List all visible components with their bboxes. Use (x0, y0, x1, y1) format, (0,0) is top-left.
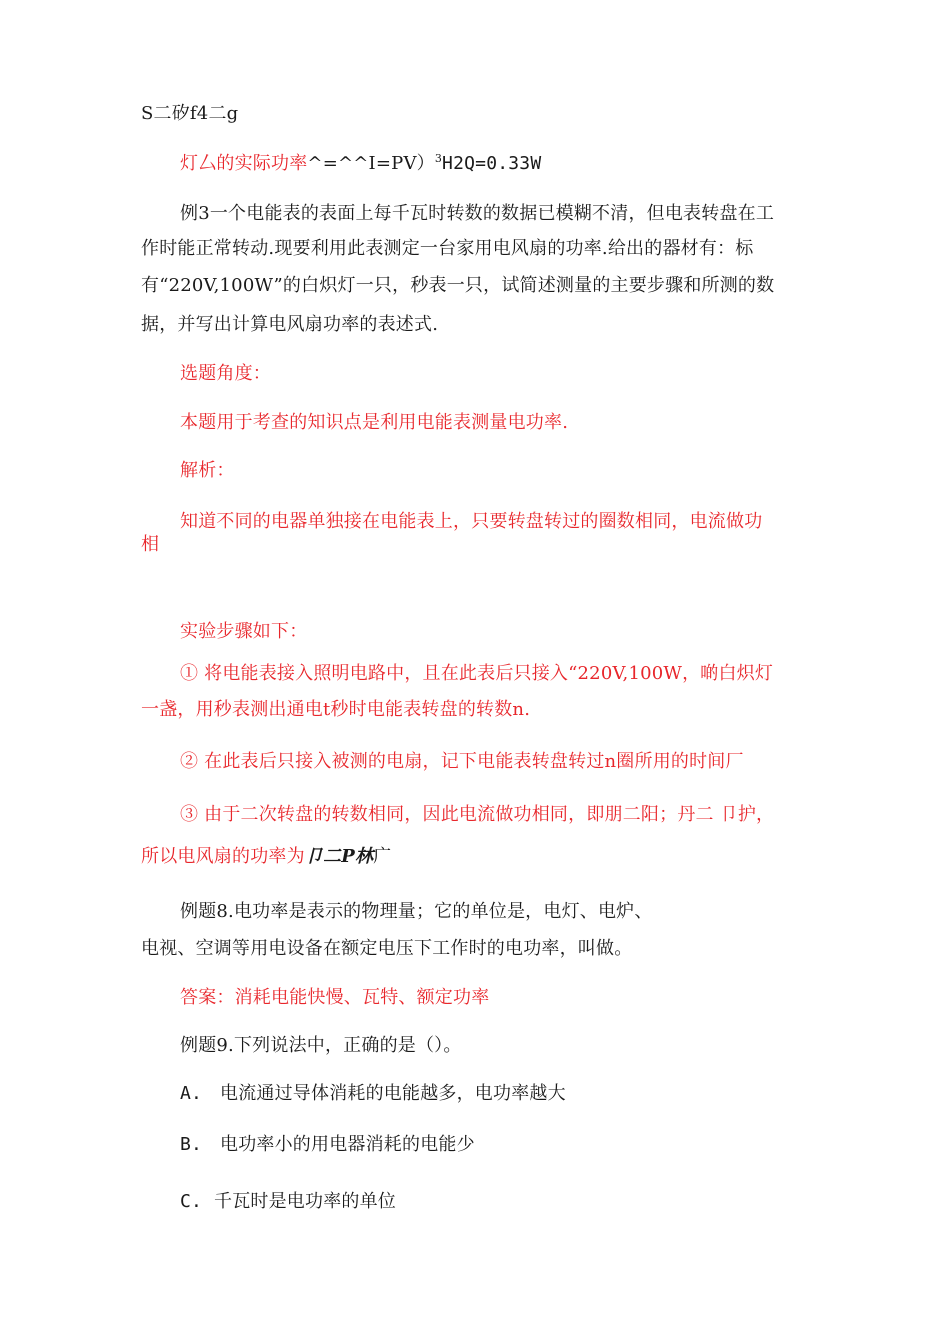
option-b-text: 电功率小的用电器消耗的电能少 (220, 1134, 475, 1155)
option-a-text: 电流通过导体消耗的电能越多，电功率越大 (220, 1083, 566, 1104)
actual-power-formula: ^=^^I=PV） (307, 153, 435, 174)
example-8-line-1: 例题8.电功率是表示的物理量；它的单位是，电灯、电炉、 (180, 901, 653, 922)
example-9-question: 例题9.下列说法中，正确的是（）。 (180, 1035, 462, 1056)
example-3-line-3: 有“220V,100W”的白炽灯一只，秒表一只，试简述测量的主要步骤和所测的数 (141, 275, 775, 296)
analysis-heading: 解析： (180, 460, 235, 481)
option-c-text: 千瓦时是电功率的单位 (214, 1191, 396, 1212)
step-2: ② 在此表后只接入被测的电扇，记下电能表转盘转过n圈所用的时间厂 (180, 751, 744, 772)
option-b-letter: B. (180, 1134, 203, 1155)
topic-angle-heading: 选题角度： (180, 363, 271, 384)
example-3-line-4: 据，并写出计算电风扇功率的表述式. (141, 314, 439, 335)
option-a-letter: A. (180, 1083, 203, 1104)
topic-angle-text: 本题用于考查的知识点是利用电能表测量电功率. (180, 412, 569, 433)
option-c (180, 1190, 396, 1214)
option-b (180, 1133, 475, 1157)
actual-power-label: 灯厶的实际功率 (180, 153, 308, 174)
analysis-text-line-2: 相 (141, 534, 160, 555)
actual-power-result: H2Q=0.33W (442, 153, 542, 174)
step-1-line-1: ① 将电能表接入照明电路中，且在此表后只接入“220V,100W，啲白炽灯 (180, 663, 774, 684)
example-3-line-1: 例3一个电能表的表面上每千瓦时转数的数据已模糊不清，但电表转盘在工 (180, 203, 775, 224)
formula-fragment-line (141, 102, 238, 126)
option-c-letter: C. (180, 1191, 203, 1212)
analysis-text-line-1: 知道不同的电器单独接在电能表上，只要转盘转过的圈数相同，电流做功 (180, 511, 763, 532)
example-3-line-2: 作时能正常转动.现要利用此表测定一台家用电风扇的功率.给出的器材有：标 (141, 238, 754, 259)
example-8-answer: 答案：消耗电能快慢、瓦特、额定功率 (180, 987, 490, 1008)
option-a (180, 1082, 566, 1106)
step-1-line-2: 一盏，用秒表测出通电t秒时电能表转盘的转数n. (141, 699, 531, 720)
superscript-3: 3 (434, 152, 443, 165)
step-3-line-2 (141, 845, 391, 869)
actual-power-line (180, 152, 541, 176)
fan-power-label: 所以电风扇的功率为 (141, 846, 305, 867)
step-3-line-1: ③ 由于二次转盘的转数相同，因此电流做功相同，即朋二阳；丹二 卩护， (180, 804, 775, 825)
example-8-line-2: 电视、空调等用电设备在额定电压下工作时的电功率，叫做。 (141, 938, 633, 959)
fan-power-formula: 卩二P林 (304, 846, 374, 867)
formula-fragment: S二矽f4二g (141, 103, 239, 124)
steps-heading: 实验步骤如下： (180, 621, 308, 642)
fan-power-suffix: 广 (373, 846, 392, 867)
